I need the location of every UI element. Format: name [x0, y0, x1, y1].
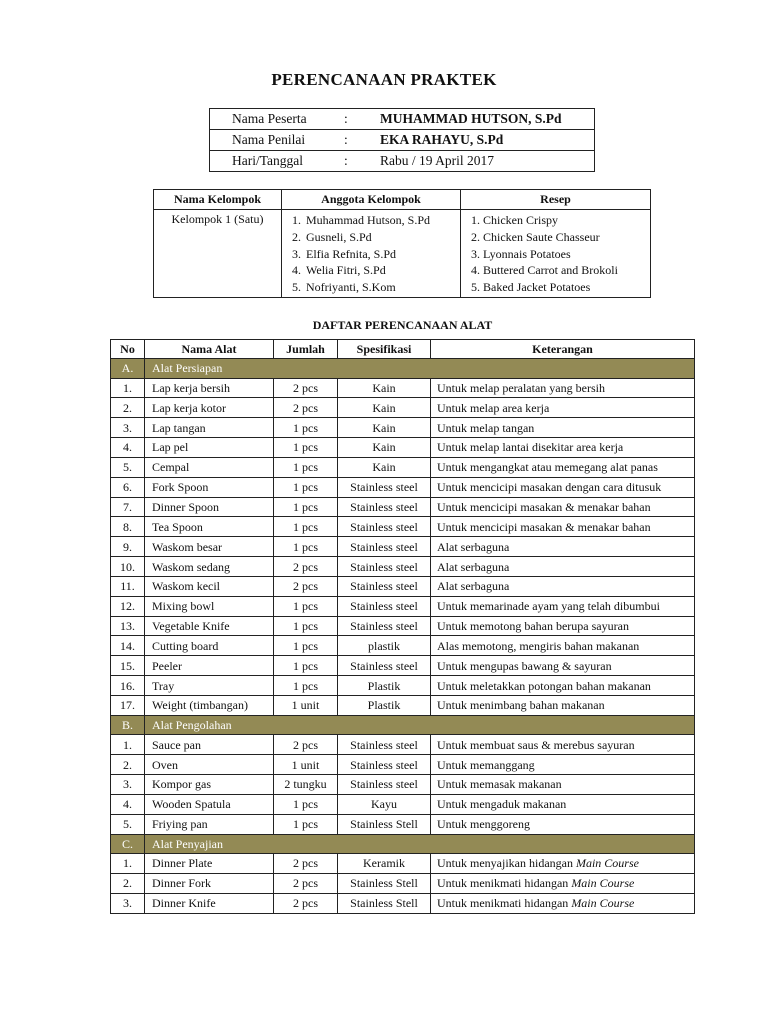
tool-name: Wooden Spatula: [145, 794, 274, 814]
tool-name: Dinner Fork: [145, 873, 274, 893]
tool-quantity: 2 pcs: [274, 893, 338, 913]
info-colon: :: [344, 109, 378, 130]
info-label: Hari/Tanggal: [210, 151, 345, 172]
info-colon: :: [344, 151, 378, 172]
row-number: 16.: [111, 676, 145, 696]
tool-note-text: Untuk membuat saus & merebus sayuran: [437, 737, 635, 752]
tool-name: Lap tangan: [145, 418, 274, 438]
tool-quantity: 2 pcs: [274, 735, 338, 755]
tool-name: Tray: [145, 676, 274, 696]
group-row: [154, 210, 651, 298]
tool-quantity: 1 pcs: [274, 537, 338, 557]
table-row: [111, 576, 695, 596]
tool-name: Waskom besar: [145, 537, 274, 557]
row-number: 1.: [111, 735, 145, 755]
section-letter: C.: [111, 834, 145, 854]
header-anggota-kelompok: Anggota Kelompok: [282, 190, 461, 210]
table-row: [111, 537, 695, 557]
row-number: 4.: [111, 438, 145, 458]
tool-spec: plastik: [338, 636, 431, 656]
tool-note: [431, 794, 695, 814]
row-number: 13.: [111, 616, 145, 636]
tool-note: [431, 457, 695, 477]
member-name: Gusneli, S.Pd: [306, 229, 372, 244]
tool-name: Lap kerja bersih: [145, 378, 274, 398]
tool-note-text: Alas memotong, mengiris bahan makanan: [437, 638, 640, 653]
header-nama-alat: Nama Alat: [145, 340, 274, 359]
tool-note: [431, 398, 695, 418]
section-letter: B.: [111, 715, 145, 735]
section-letter: A.: [111, 359, 145, 379]
tool-spec: Kain: [338, 398, 431, 418]
tool-spec: Stainless steel: [338, 775, 431, 795]
tool-note-text: Untuk melap area kerja: [437, 400, 550, 415]
header-resep: Resep: [461, 190, 651, 210]
tool-name: Tea Spoon: [145, 517, 274, 537]
tool-spec: Stainless steel: [338, 755, 431, 775]
table-row: [111, 656, 695, 676]
tool-note: [431, 596, 695, 616]
tool-spec: Stainless steel: [338, 735, 431, 755]
tool-spec: Stainless Stell: [338, 814, 431, 834]
tool-quantity: 1 pcs: [274, 418, 338, 438]
recipe-item: 5. Baked Jacket Potatoes: [471, 280, 591, 295]
tool-name: Peeler: [145, 656, 274, 676]
tool-quantity: 1 pcs: [274, 438, 338, 458]
tool-quantity: 2 tungku: [274, 775, 338, 795]
tool-spec: Plastik: [338, 676, 431, 696]
tool-note: [431, 696, 695, 716]
member-name: Muhammad Hutson, S.Pd: [306, 213, 431, 227]
tools-table: [110, 339, 695, 914]
tool-note: [431, 676, 695, 696]
tool-quantity: 1 pcs: [274, 616, 338, 636]
tool-note-text: Untuk mencicipi masakan & menakar bahan: [437, 499, 651, 514]
info-row: [210, 109, 595, 130]
group-members: [282, 210, 461, 298]
tool-note-text: Untuk mengaduk makanan: [437, 797, 567, 812]
tool-note-text: Untuk memarinade ayam yang telah dibumbui: [437, 599, 660, 614]
tool-quantity: 1 pcs: [274, 517, 338, 537]
row-number: 3.: [111, 418, 145, 438]
tool-note-text: Untuk melap tangan: [437, 420, 535, 435]
tool-spec: Stainless steel: [338, 497, 431, 517]
tool-quantity: 1 pcs: [274, 656, 338, 676]
row-number: 7.: [111, 497, 145, 517]
tool-note: [431, 576, 695, 596]
tool-spec: Kain: [338, 378, 431, 398]
tool-note-text: Untuk melap lantai disekitar area kerja: [437, 440, 624, 455]
tool-name: Cempal: [145, 457, 274, 477]
tool-note-text: Untuk menyajikan hidangan: [437, 856, 576, 871]
tool-spec: Stainless steel: [338, 537, 431, 557]
member-item: [292, 279, 460, 296]
tool-note-text: Untuk mengangkat atau memegang alat panas: [437, 460, 658, 475]
row-number: 3.: [111, 893, 145, 913]
row-number: 14.: [111, 636, 145, 656]
tool-note-text: Untuk menikmati hidangan: [437, 896, 572, 911]
row-number: 2.: [111, 398, 145, 418]
section-title: Alat Pengolahan: [145, 715, 695, 735]
tool-spec: Stainless steel: [338, 576, 431, 596]
table-row: [111, 457, 695, 477]
tool-quantity: 2 pcs: [274, 398, 338, 418]
header-nama-kelompok: Nama Kelompok: [154, 190, 282, 210]
table-row: [111, 616, 695, 636]
info-label: Nama Penilai: [210, 130, 345, 151]
tool-name: Waskom kecil: [145, 576, 274, 596]
row-number: 17.: [111, 696, 145, 716]
tool-note-text: Untuk memanggang: [437, 757, 535, 772]
tool-note: [431, 775, 695, 795]
member-item: [292, 262, 460, 279]
member-item: [292, 246, 460, 263]
tool-note: [431, 378, 695, 398]
tool-quantity: 2 pcs: [274, 873, 338, 893]
participant-info-table: [209, 108, 595, 172]
info-label: Nama Peserta: [210, 109, 345, 130]
row-number: 2.: [111, 873, 145, 893]
tool-note: [431, 537, 695, 557]
tool-note-text: Untuk mencicipi masakan & menakar bahan: [437, 519, 651, 534]
tool-name: Cutting board: [145, 636, 274, 656]
tool-note: [431, 893, 695, 913]
tool-note-text: Alat serbaguna: [437, 559, 510, 574]
member-number: 2.: [292, 229, 301, 244]
tool-note: [431, 755, 695, 775]
tool-name: Sauce pan: [145, 735, 274, 755]
tool-name: Mixing bowl: [145, 596, 274, 616]
tool-name: Oven: [145, 755, 274, 775]
tool-quantity: 2 pcs: [274, 854, 338, 874]
member-number: 3.: [292, 246, 301, 261]
row-number: 4.: [111, 794, 145, 814]
table-row: [111, 438, 695, 458]
tools-title: DAFTAR PERENCANAAN ALAT: [312, 318, 493, 332]
tool-quantity: 1 unit: [274, 755, 338, 775]
member-number: 1.: [292, 213, 301, 227]
tool-note: [431, 636, 695, 656]
tool-quantity: 1 pcs: [274, 636, 338, 656]
tool-name: Lap kerja kotor: [145, 398, 274, 418]
tool-note-text: Untuk menggoreng: [437, 817, 530, 832]
tool-note-text: Untuk memasak makanan: [437, 777, 562, 792]
tool-name: Friying pan: [145, 814, 274, 834]
tool-name: Dinner Plate: [145, 854, 274, 874]
table-row: [111, 636, 695, 656]
table-row: [111, 676, 695, 696]
tool-quantity: 1 pcs: [274, 477, 338, 497]
tool-spec: Stainless steel: [338, 557, 431, 577]
tool-note: [431, 735, 695, 755]
tool-spec: Stainless steel: [338, 517, 431, 537]
tool-spec: Stainless steel: [338, 616, 431, 636]
member-item: [292, 212, 460, 229]
row-number: 8.: [111, 517, 145, 537]
tools-table-header: [111, 340, 695, 359]
tool-note: [431, 616, 695, 636]
row-number: 15.: [111, 656, 145, 676]
page-title: PERENCANAAN PRAKTEK: [271, 70, 497, 89]
table-row: [111, 517, 695, 537]
tool-quantity: 2 pcs: [274, 576, 338, 596]
tool-note: [431, 557, 695, 577]
tool-spec: Plastik: [338, 696, 431, 716]
tool-name: Waskom sedang: [145, 557, 274, 577]
row-number: 1.: [111, 854, 145, 874]
tool-name: Lap pel: [145, 438, 274, 458]
tool-note-emphasis: Main Course: [571, 896, 635, 911]
tool-spec: Kain: [338, 418, 431, 438]
tool-spec: Kain: [338, 457, 431, 477]
table-row: [111, 755, 695, 775]
row-number: 6.: [111, 477, 145, 497]
info-colon: :: [344, 130, 378, 151]
tool-spec: Stainless steel: [338, 656, 431, 676]
table-row: [111, 596, 695, 616]
tool-note-text: Untuk menimbang bahan makanan: [437, 698, 605, 713]
tool-quantity: 2 pcs: [274, 557, 338, 577]
tool-quantity: 1 pcs: [274, 596, 338, 616]
tool-name: Dinner Knife: [145, 893, 274, 913]
tool-note-text: Untuk melap peralatan yang bersih: [437, 380, 605, 395]
row-number: 10.: [111, 557, 145, 577]
table-row: [111, 696, 695, 716]
tool-name: Weight (timbangan): [145, 696, 274, 716]
row-number: 9.: [111, 537, 145, 557]
tool-note-text: Untuk meletakkan potongan bahan makanan: [437, 678, 651, 693]
tool-note-text: Untuk menikmati hidangan: [437, 876, 572, 891]
table-row: [111, 418, 695, 438]
tool-note-text: Untuk mengupas bawang & sayuran: [437, 658, 612, 673]
tool-quantity: 2 pcs: [274, 378, 338, 398]
section-row: [111, 359, 695, 379]
tool-spec: Stainless steel: [338, 477, 431, 497]
section-row: [111, 715, 695, 735]
tool-note-text: Alat serbaguna: [437, 539, 510, 554]
tool-note: [431, 438, 695, 458]
recipe-item: 1. Chicken Crispy: [471, 213, 558, 227]
row-number: 5.: [111, 457, 145, 477]
member-item: [292, 229, 460, 246]
tool-note-text: Alat serbaguna: [437, 579, 510, 594]
group-table-header: [154, 190, 651, 210]
info-value: Rabu / 19 April 2017: [378, 151, 595, 172]
tool-name: Kompor gas: [145, 775, 274, 795]
header-jumlah: Jumlah: [274, 340, 338, 359]
table-row: [111, 854, 695, 874]
info-value: EKA RAHAYU, S.Pd: [378, 130, 595, 151]
tool-quantity: 1 pcs: [274, 676, 338, 696]
tool-spec: Keramik: [338, 854, 431, 874]
tool-note: [431, 873, 695, 893]
row-number: 11.: [111, 576, 145, 596]
table-row: [111, 477, 695, 497]
table-row: [111, 557, 695, 577]
info-row: [210, 151, 595, 172]
table-row: [111, 893, 695, 913]
member-name: Welia Fitri, S.Pd: [306, 263, 386, 278]
header-spesifikasi: Spesifikasi: [338, 340, 431, 359]
recipe-item: 4. Buttered Carrot and Brokoli: [471, 263, 618, 278]
tool-quantity: 1 pcs: [274, 457, 338, 477]
table-row: [111, 775, 695, 795]
tool-spec: Stainless Stell: [338, 873, 431, 893]
tool-quantity: 1 pcs: [274, 497, 338, 517]
header-no: No: [111, 340, 145, 359]
table-row: [111, 497, 695, 517]
header-keterangan: Keterangan: [431, 340, 695, 359]
row-number: 12.: [111, 596, 145, 616]
tool-spec: Kayu: [338, 794, 431, 814]
recipe-item: 3. Lyonnais Potatoes: [471, 246, 571, 261]
tool-spec: Stainless steel: [338, 596, 431, 616]
row-number: 3.: [111, 775, 145, 795]
tool-note-emphasis: Main Course: [575, 856, 639, 871]
tool-note: [431, 854, 695, 874]
table-row: [111, 378, 695, 398]
table-row: [111, 398, 695, 418]
section-title: Alat Persiapan: [145, 359, 695, 379]
tool-quantity: 1 pcs: [274, 794, 338, 814]
member-number: 5.: [292, 280, 301, 295]
tool-spec: Kain: [338, 438, 431, 458]
section-row: [111, 834, 695, 854]
tool-note: [431, 814, 695, 834]
section-title: Alat Penyajian: [145, 834, 695, 854]
tool-note-text: Untuk mencicipi masakan dengan cara ditusuk: [437, 480, 662, 495]
recipe-item: 2. Chicken Saute Chasseur: [471, 229, 600, 244]
tool-quantity: 1 pcs: [274, 814, 338, 834]
tool-note: [431, 517, 695, 537]
tool-note: [431, 477, 695, 497]
row-number: 5.: [111, 814, 145, 834]
group-table: [153, 189, 651, 298]
tool-note: [431, 497, 695, 517]
tool-note-text: Untuk memotong bahan berupa sayuran: [437, 619, 629, 634]
tool-name: Vegetable Knife: [145, 616, 274, 636]
info-row: [210, 130, 595, 151]
tool-name: Fork Spoon: [145, 477, 274, 497]
tool-note: [431, 656, 695, 676]
table-row: [111, 814, 695, 834]
table-row: [111, 735, 695, 755]
info-value: MUHAMMAD HUTSON, S.Pd: [378, 109, 595, 130]
table-row: [111, 873, 695, 893]
group-recipes: [461, 210, 651, 298]
tool-name: Dinner Spoon: [145, 497, 274, 517]
table-row: [111, 794, 695, 814]
member-number: 4.: [292, 263, 301, 278]
group-name: Kelompok 1 (Satu): [154, 210, 282, 298]
row-number: 2.: [111, 755, 145, 775]
member-name: Nofriyanti, S.Kom: [306, 280, 396, 295]
tool-spec: Stainless Stell: [338, 893, 431, 913]
tool-quantity: 1 unit: [274, 696, 338, 716]
tool-note-emphasis: Main Course: [571, 876, 635, 891]
member-name: Elfia Refnita, S.Pd: [306, 246, 396, 261]
row-number: 1.: [111, 378, 145, 398]
tool-note: [431, 418, 695, 438]
